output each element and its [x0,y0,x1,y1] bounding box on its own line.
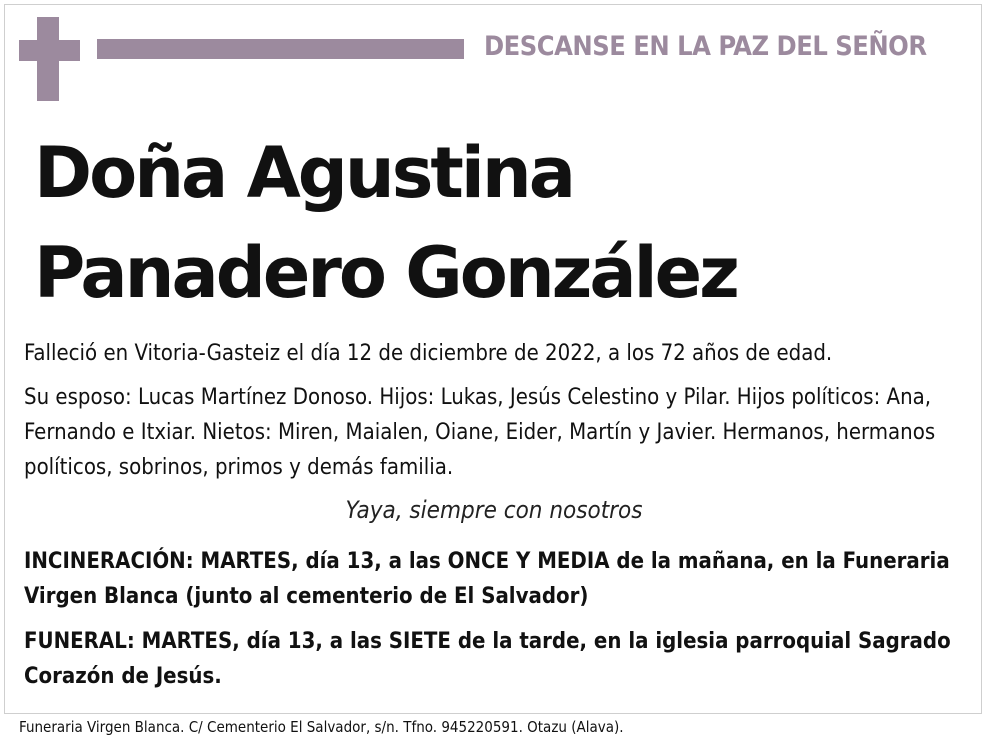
deceased-name-line-2: Panadero González [34,232,737,314]
deceased-name-line-1: Doña Agustina [34,132,573,214]
death-notice: Falleció en Vitoria-Gasteiz el día 12 de diciembre de 2022, a los 72 años de edad. [24,341,833,366]
memorial-motto: Yaya, siempre con nosotros [345,496,643,524]
funeral-notice: FUNERAL: MARTES, día 13, a las SIETE de la tarde, en la iglesia parroquial Sagrado Corazón de Jesús. [24,629,951,689]
notice-heading: DESCANSE EN LA PAZ DEL SEÑOR [484,31,927,62]
cross-horizontal-bar [19,40,80,61]
family-list: Su esposo: Lucas Martínez Donoso. Hijos: Lukas, Jesús Celestino y Pilar. Hijos políticos: Ana, Fernando e Itxiar. Nietos: Miren, Maialen, Oiane, Eider, Martín y Javier. Hermanos, hermanos políticos, sobrinos, primos y demás familia. [24,385,936,480]
decorative-bar [97,39,464,59]
incineration-notice: INCINERACIÓN: MARTES, día 13, a las ONCE Y MEDIA de la mañana, en la Funeraria Virgen Blanca (junto al cementerio de El Salvador) [24,549,950,609]
funeral-home-footer: Funeraria Virgen Blanca. C/ Cementerio El Salvador, s/n. Tfno. 945220591. Otazu (Alava). [19,718,624,736]
